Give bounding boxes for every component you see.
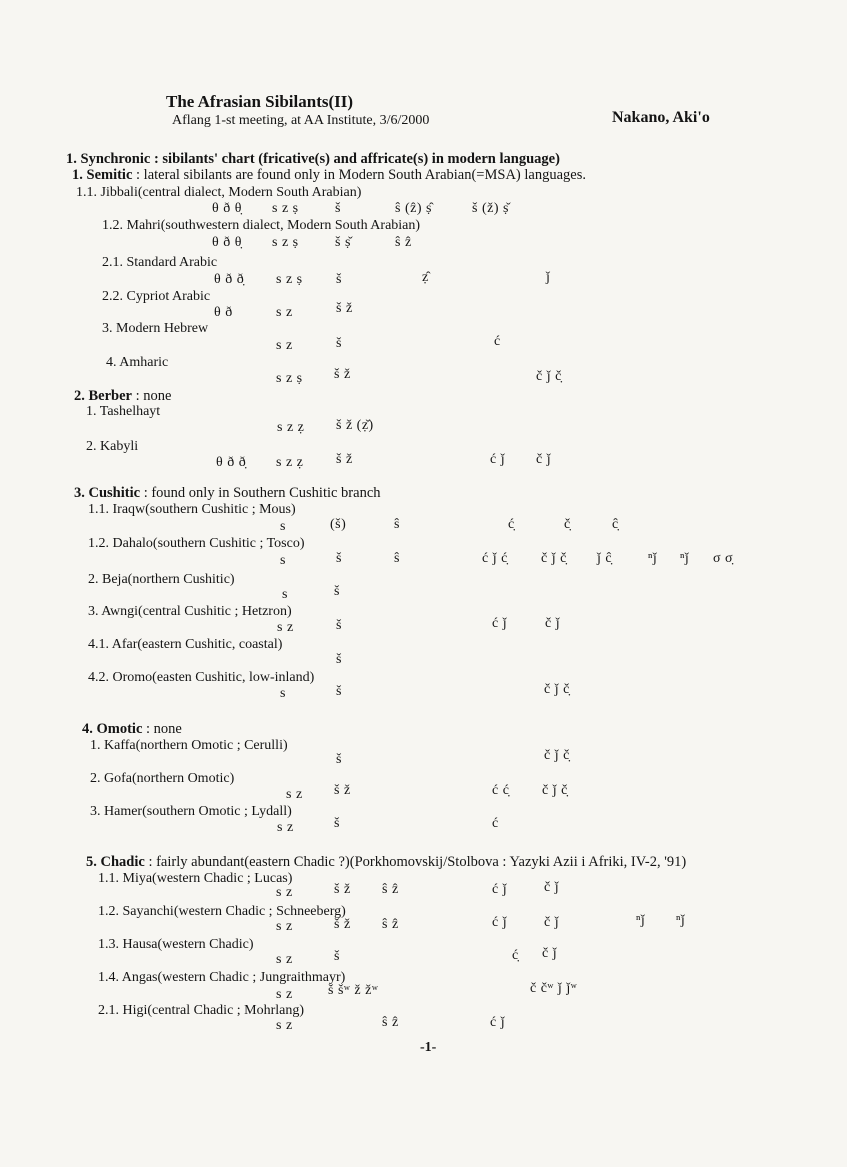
iraqw-sounds-3: ŝ [394,517,400,532]
iraqw-sounds-5: č̣ [564,517,571,532]
arabic-sounds-3: š [336,272,342,287]
hebrew-sounds-3: ć [494,334,501,349]
hausa-sounds-3: ć̣ [512,948,519,963]
angas-sounds-1: s z [276,987,293,1002]
arabic-sounds-1: θ ð ð̣ [214,272,245,287]
sayanchi-sounds-6: ⁿǰ [636,913,646,928]
beja-sounds-2: š [334,584,340,599]
sayanchi-sounds-7: ⁿǰ [676,913,686,928]
hausa-sounds-2: š [334,949,340,964]
lang-modern-hebrew: 3. Modern Hebrew [102,321,209,336]
hausa-sounds-1: s z [276,952,293,967]
cypriot-sounds-3: š ž [336,301,353,316]
awngi-sounds-1: s z [277,620,294,635]
miya-sounds-3: ŝ ẑ [382,882,399,897]
jibbali-sounds-4: ŝ (ẑ) ṣ̂ [395,201,432,216]
beja-sounds-1: s [282,587,288,602]
dahalo-sounds-9: σ σ̣ [713,551,734,566]
hamer-sounds-2: š [334,816,340,831]
amharic-sounds-3: č ǰ č̣ [536,369,562,384]
lang-mahri: 1.2. Mahri(southwestern dialect, Modern South Arabian) [102,218,421,233]
awngi-sounds-2: š [336,618,342,633]
gofa-sounds-2: š ž [334,783,351,798]
lang-kabyli: 2. Kabyli [86,439,139,454]
mahri-sounds-2: s z ṣ [272,235,299,250]
lang-amharic: 4. Amharic [106,355,169,370]
higi-sounds-3: ć ǰ [490,1015,506,1030]
sayanchi-sounds-1: s z [276,919,293,934]
lang-hausa: 1.3. Hausa(western Chadic) [98,937,254,952]
kabyli-sounds-1: θ ð ð̣ [216,455,247,470]
sayanchi-sounds-5: č ǰ [544,915,560,930]
sayanchi-sounds-2: š ž [334,917,351,932]
lang-gofa: 2. Gofa(northern Omotic) [90,771,235,786]
jibbali-sounds-1: θ ð θ̣ [212,201,242,216]
author-name: Nakano, Aki'o [612,109,710,126]
lang-iraqw: 1.1. Iraqw(southern Cushitic ; Mous) [88,502,296,517]
cushitic-heading: 3. Cushitic : found only in Southern Cushitic branch [74,485,381,501]
oromo-sounds-1: s [280,686,286,701]
semitic-heading: 1. Semitic : lateral sibilants are found only in Modern South Arabian(=MSA) languages. [72,167,586,183]
dahalo-sounds-2: š [336,551,342,566]
lang-miya: 1.1. Miya(western Chadic ; Lucas) [98,871,293,886]
berber-heading: 2. Berber : none [74,388,172,404]
angas-sounds-3: č čʷ ǰ ǰʷ [530,981,578,996]
kaffa-sounds-1: š [336,752,342,767]
jibbali-sounds-2: s z ṣ [272,201,299,216]
section-1-heading: 1. Synchronic : sibilants' chart (fricative(s) and affricate(s) in modern language) [66,151,560,167]
angas-sounds-2: š šʷ ž žʷ [328,983,379,998]
iraqw-sounds-1: s [280,519,286,534]
amharic-sounds-2: š ž [334,367,351,382]
gofa-sounds-3: ć ć̣ [492,783,510,798]
hebrew-sounds-1: s z [276,338,293,353]
lang-sayanchi: 1.2. Sayanchi(western Chadic ; Schneeberg) [98,904,346,919]
amharic-sounds-1: s z ṣ [276,371,303,386]
sayanchi-sounds-4: ć ǰ [492,915,508,930]
cypriot-sounds-1: θ ð [214,305,233,320]
tashelhayt-sounds-2: š ž (ẓ̌) [336,418,374,433]
higi-sounds-1: s z [276,1018,293,1033]
afar-sounds-1: š [336,652,342,667]
lang-dahalo: 1.2. Dahalo(southern Cushitic ; Tosco) [88,536,305,551]
dahalo-sounds-5: č ǰ č̣ [541,551,567,566]
dahalo-sounds-7: ⁿǰ [648,551,658,566]
lang-tashelhayt: 1. Tashelhayt [86,404,161,419]
miya-sounds-4: ć ǰ [492,882,508,897]
hebrew-sounds-2: š [336,336,342,351]
miya-sounds-2: š ž [334,882,351,897]
oromo-sounds-3: č ǰ č̣ [544,682,570,697]
higi-sounds-2: ŝ ẑ [382,1015,399,1030]
kabyli-sounds-3: š ž [336,452,353,467]
kabyli-sounds-5: č ǰ [536,452,552,467]
mahri-sounds-3: š ṣ̌ [335,235,351,250]
mahri-sounds-4: ŝ ẑ [395,235,412,250]
arabic-sounds-5: ǰ [546,270,551,285]
lang-kaffa: 1. Kaffa(northern Omotic ; Cerulli) [90,738,288,753]
omotic-heading: 4. Omotic : none [82,721,182,737]
page-number: -1- [420,1040,437,1055]
lang-oromo: 4.2. Oromo(easten Cushitic, low-inland) [88,670,315,685]
lang-angas: 1.4. Angas(western Chadic ; Jungraithmayr) [98,970,346,985]
dahalo-sounds-4: ć ǰ ć̣ [482,551,508,566]
chadic-heading: 5. Chadic : fairly abundant(eastern Chadic ?)(Porkhomovskij/Stolbova : Yazyki Azii i Afriki, IV-2, '91) [86,854,687,870]
cypriot-sounds-2: s z [276,305,293,320]
tashelhayt-sounds-1: s z ẓ [277,420,305,435]
jibbali-sounds-5: š (ž) ṣ̌ [472,201,509,216]
gofa-sounds-4: č ǰ č̣ [542,783,568,798]
jibbali-sounds-3: š [335,201,341,216]
kabyli-sounds-4: ć ǰ [490,452,506,467]
dahalo-sounds-1: s [280,553,286,568]
awngi-sounds-3: ć ǰ [492,616,508,631]
arabic-sounds-4: ẓ̂ [422,270,429,285]
lang-jibbali: 1.1. Jibbali(central dialect, Modern South Arabian) [76,185,362,200]
awngi-sounds-4: č ǰ [545,616,561,631]
document-title: The Afrasian Sibilants(II) [166,92,354,111]
lang-afar: 4.1. Afar(eastern Cushitic, coastal) [88,637,283,652]
hamer-sounds-1: s z [277,820,294,835]
lang-hamer: 3. Hamer(southern Omotic ; Lydall) [90,804,292,819]
miya-sounds-1: s z [276,885,293,900]
dahalo-sounds-3: ŝ [394,551,400,566]
arabic-sounds-2: s z ṣ [276,272,303,287]
sayanchi-sounds-3: ŝ ẑ [382,917,399,932]
hamer-sounds-3: ć [492,816,499,831]
lang-higi: 2.1. Higi(central Chadic ; Mohrlang) [98,1003,305,1018]
kaffa-sounds-2: č ǰ č̣ [544,748,570,763]
lang-beja: 2. Beja(northern Cushitic) [88,572,235,587]
gofa-sounds-1: s z [286,787,303,802]
lang-standard-arabic: 2.1. Standard Arabic [102,255,218,270]
lang-awngi: 3. Awngi(central Cushitic ; Hetzron) [88,604,292,619]
miya-sounds-5: č ǰ [544,880,560,895]
dahalo-sounds-6: ǰ ĉ̣ [597,551,613,566]
kabyli-sounds-2: s z ẓ [276,455,304,470]
dahalo-sounds-8: ⁿǰ [680,551,690,566]
mahri-sounds-1: θ ð θ̣ [212,235,242,250]
iraqw-sounds-6: ĉ̣ [612,517,619,532]
oromo-sounds-2: š [336,684,342,699]
document-subtitle: Aflang 1-st meeting, at AA Institute, 3/6/2000 [172,113,430,128]
iraqw-sounds-4: ć̣ [508,517,515,532]
hausa-sounds-4: č ǰ [542,946,558,961]
lang-cypriot-arabic: 2.2. Cypriot Arabic [102,289,211,304]
iraqw-sounds-2: (š) [330,517,347,532]
